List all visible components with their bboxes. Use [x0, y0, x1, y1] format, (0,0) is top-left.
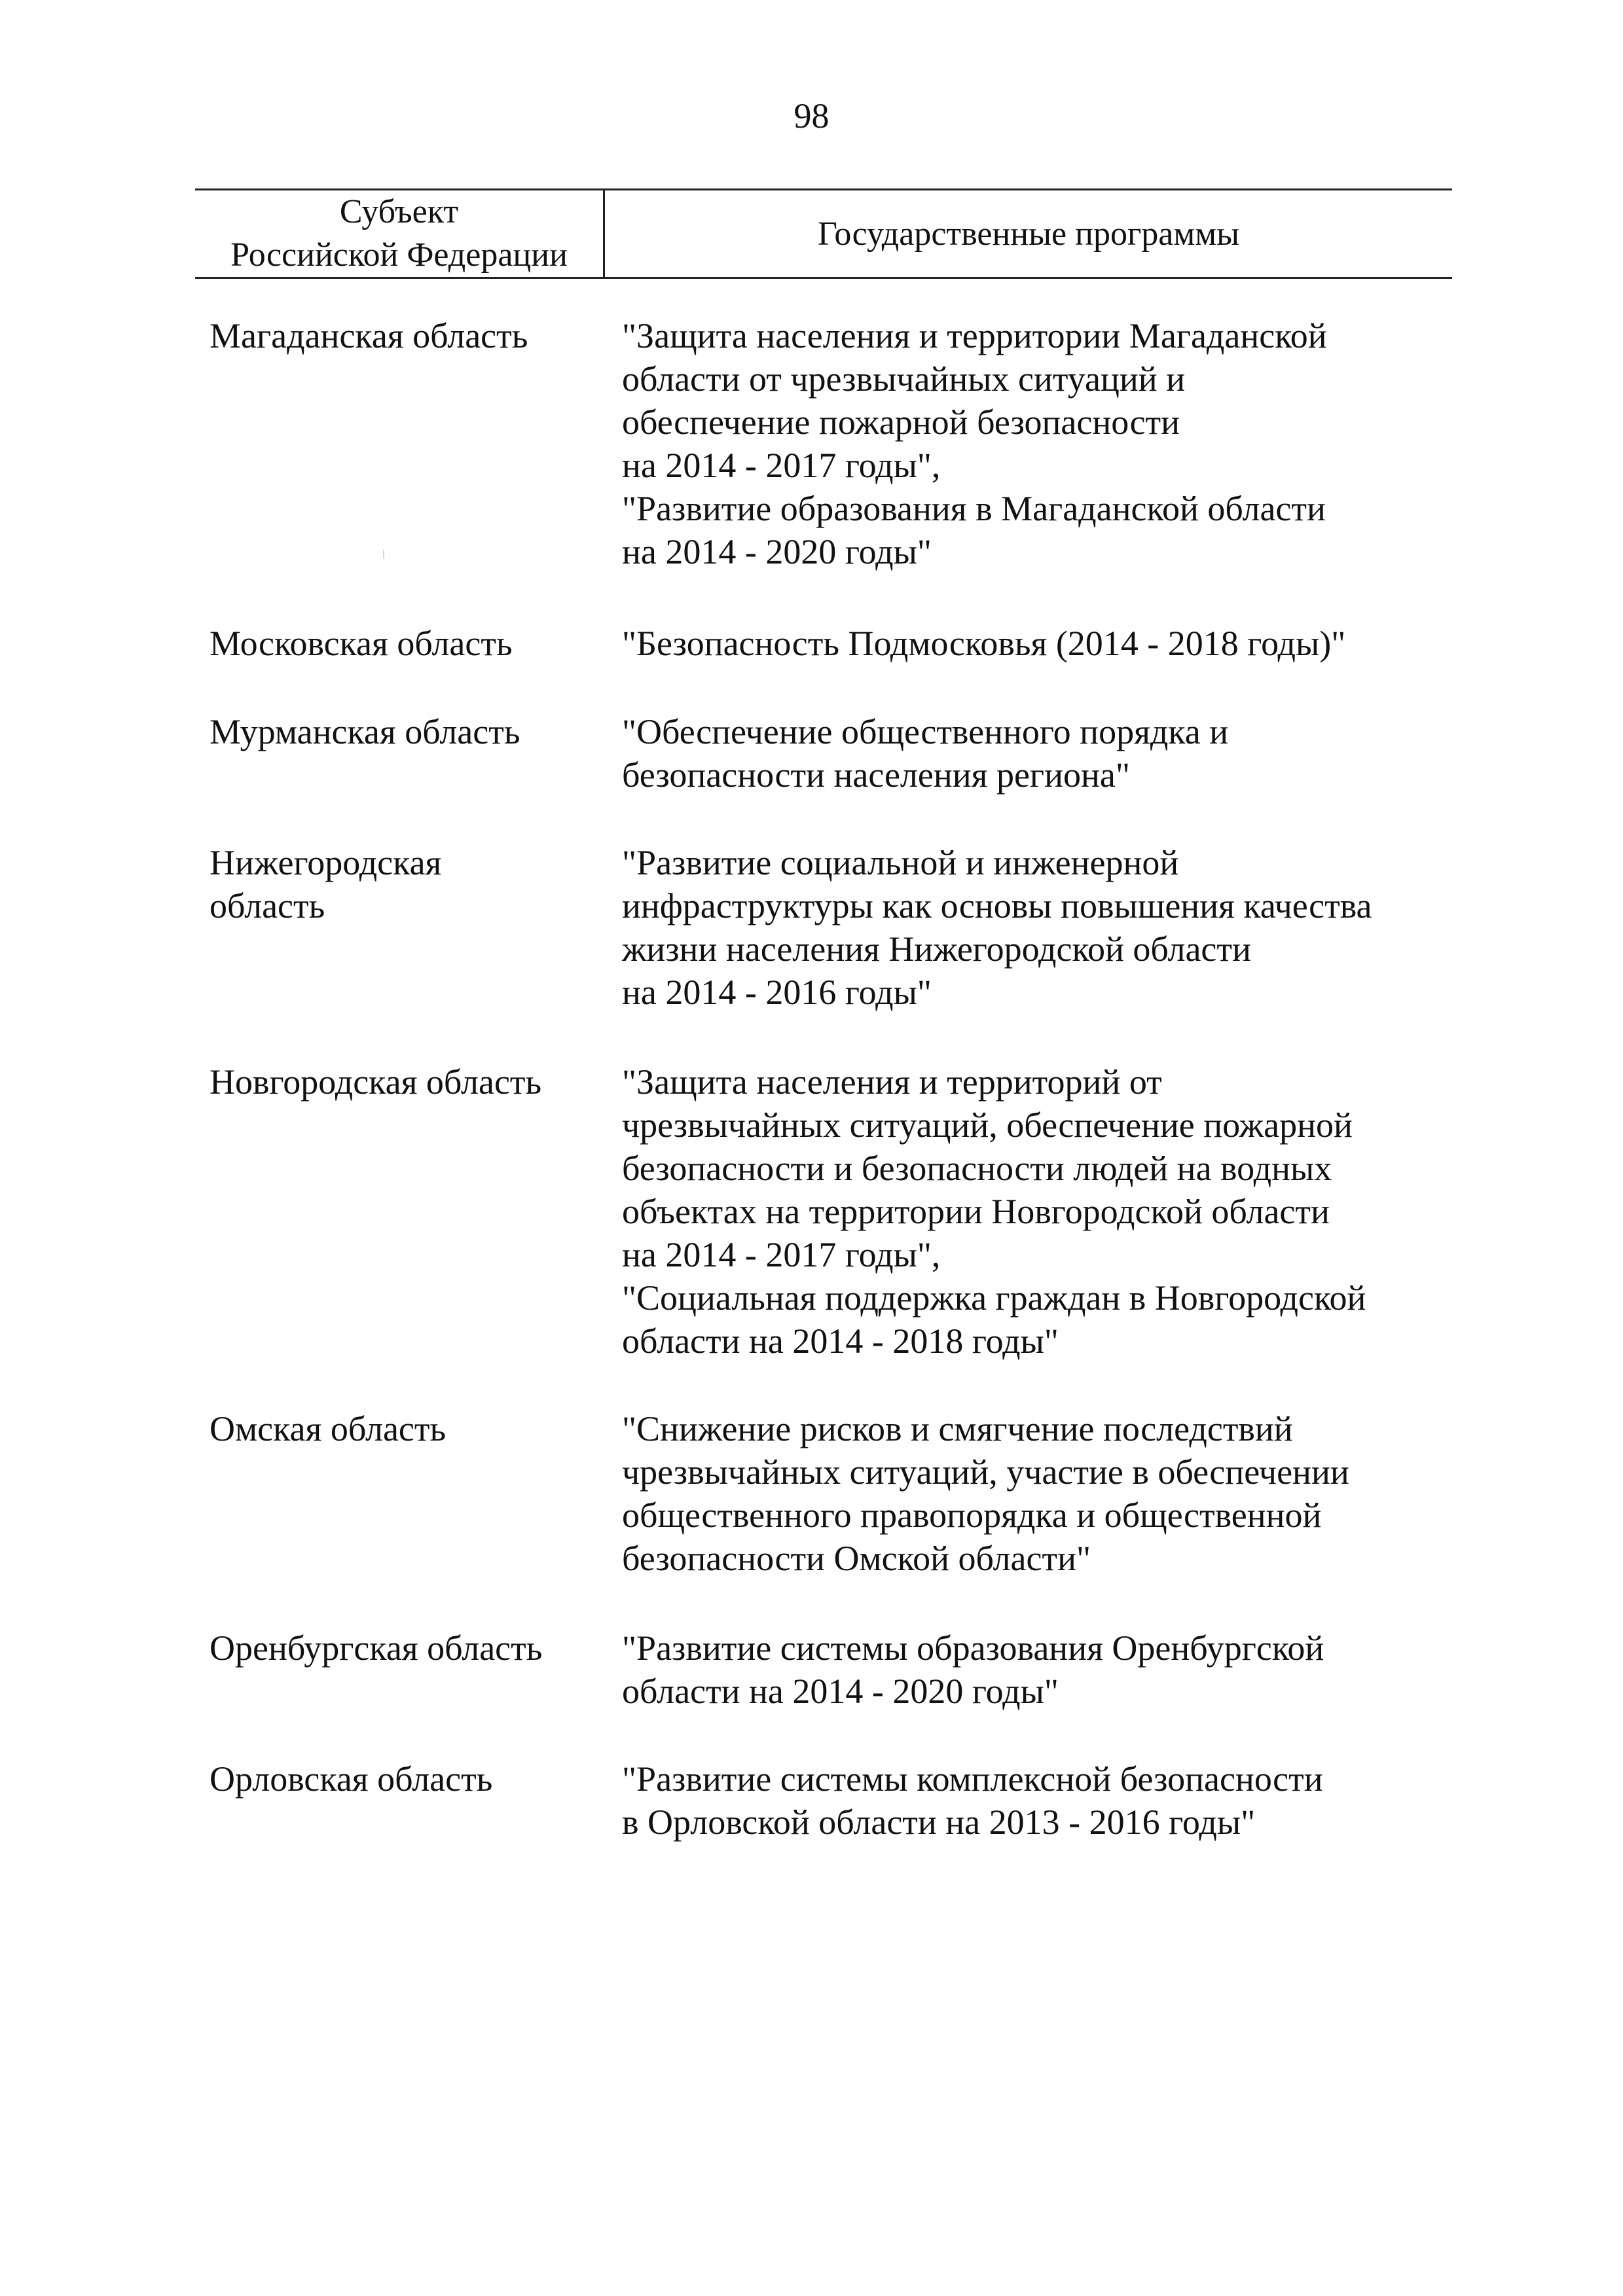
program-line: в Орловской области на 2013 - 2016 годы" — [622, 1803, 1256, 1842]
program-line: "Развитие образования в Магаданской области — [622, 489, 1326, 528]
row-subject — [210, 1407, 602, 1450]
subject-line: Новгородская область — [210, 1062, 542, 1102]
subject-line: Нижегородская — [210, 843, 442, 882]
page-number: 98 — [793, 96, 830, 135]
row-programs — [622, 841, 1460, 1014]
header-programs-label: Государственные программы — [817, 215, 1240, 253]
program-line: "Безопасность Подмосковья (2014 - 2018 годы)" — [622, 624, 1346, 663]
subject-line: Магаданская область — [210, 316, 528, 355]
program-line: "Обеспечение общественного порядка и — [622, 712, 1229, 751]
program-line: "Защита населения и территорий от — [622, 1062, 1162, 1102]
row-programs — [622, 314, 1460, 573]
row-programs — [622, 710, 1460, 797]
program-line: "Социальная поддержка граждан в Новгородской — [622, 1278, 1366, 1318]
program-line: объектах на территории Новгородской области — [622, 1192, 1330, 1231]
program-line: безопасности и безопасности людей на водных — [622, 1149, 1332, 1188]
program-line: на 2014 - 2020 годы" — [622, 532, 932, 571]
subject-line: Омская область — [210, 1409, 447, 1448]
row-programs — [622, 1060, 1460, 1363]
row-subject — [210, 1757, 602, 1801]
program-line: области на 2014 - 2018 годы" — [622, 1321, 1059, 1361]
row-programs — [622, 622, 1460, 665]
subject-line: Московская область — [210, 624, 513, 663]
header-subject-line2: Российской Федерации — [230, 236, 568, 274]
scan-speck — [383, 550, 384, 559]
row-subject — [210, 1626, 602, 1670]
program-line: "Снижение рисков и смягчение последствий — [622, 1409, 1293, 1448]
header-programs-column — [605, 190, 1452, 277]
program-line: на 2014 - 2016 годы" — [622, 973, 932, 1012]
program-line: безопасности Омской области" — [622, 1539, 1091, 1578]
program-line: общественного правопорядка и общественной — [622, 1496, 1322, 1535]
subject-line: область — [210, 886, 325, 925]
header-subject-line1: Субъект — [339, 193, 459, 230]
program-line: на 2014 - 2017 годы", — [622, 446, 941, 485]
program-line: инфраструктуры как основы повышения качества — [622, 886, 1372, 925]
program-line: чрезвычайных ситуаций, участие в обеспечении — [622, 1452, 1349, 1492]
program-line: чрезвычайных ситуаций, обеспечение пожарной — [622, 1105, 1353, 1145]
program-line: безопасности населения региона" — [622, 755, 1130, 795]
header-subject-column — [195, 190, 605, 277]
row-programs — [622, 1626, 1460, 1713]
row-subject — [210, 710, 602, 753]
program-line: "Развитие системы комплексной безопасности — [622, 1759, 1323, 1799]
row-subject — [210, 1060, 602, 1103]
program-line: области от чрезвычайных ситуаций и — [622, 359, 1186, 399]
row-subject — [210, 841, 602, 927]
program-line: "Развитие системы образования Оренбургской — [622, 1628, 1324, 1668]
program-line: "Развитие социальной и инженерной — [622, 843, 1179, 882]
row-programs — [622, 1407, 1460, 1580]
program-line: области на 2014 - 2020 годы" — [622, 1672, 1059, 1711]
subject-line: Оренбургская область — [210, 1628, 543, 1668]
subject-line: Мурманская область — [210, 712, 520, 751]
program-line: на 2014 - 2017 годы", — [622, 1235, 941, 1274]
program-line: жизни населения Нижегородской области — [622, 929, 1251, 969]
program-line: обеспечение пожарной безопасности — [622, 403, 1180, 442]
subject-line: Орловская область — [210, 1759, 493, 1799]
row-programs — [622, 1757, 1460, 1844]
row-subject — [210, 622, 602, 665]
table-header — [195, 188, 1452, 279]
row-subject — [210, 314, 602, 357]
program-line: "Защита населения и территории Магаданской — [622, 316, 1327, 355]
